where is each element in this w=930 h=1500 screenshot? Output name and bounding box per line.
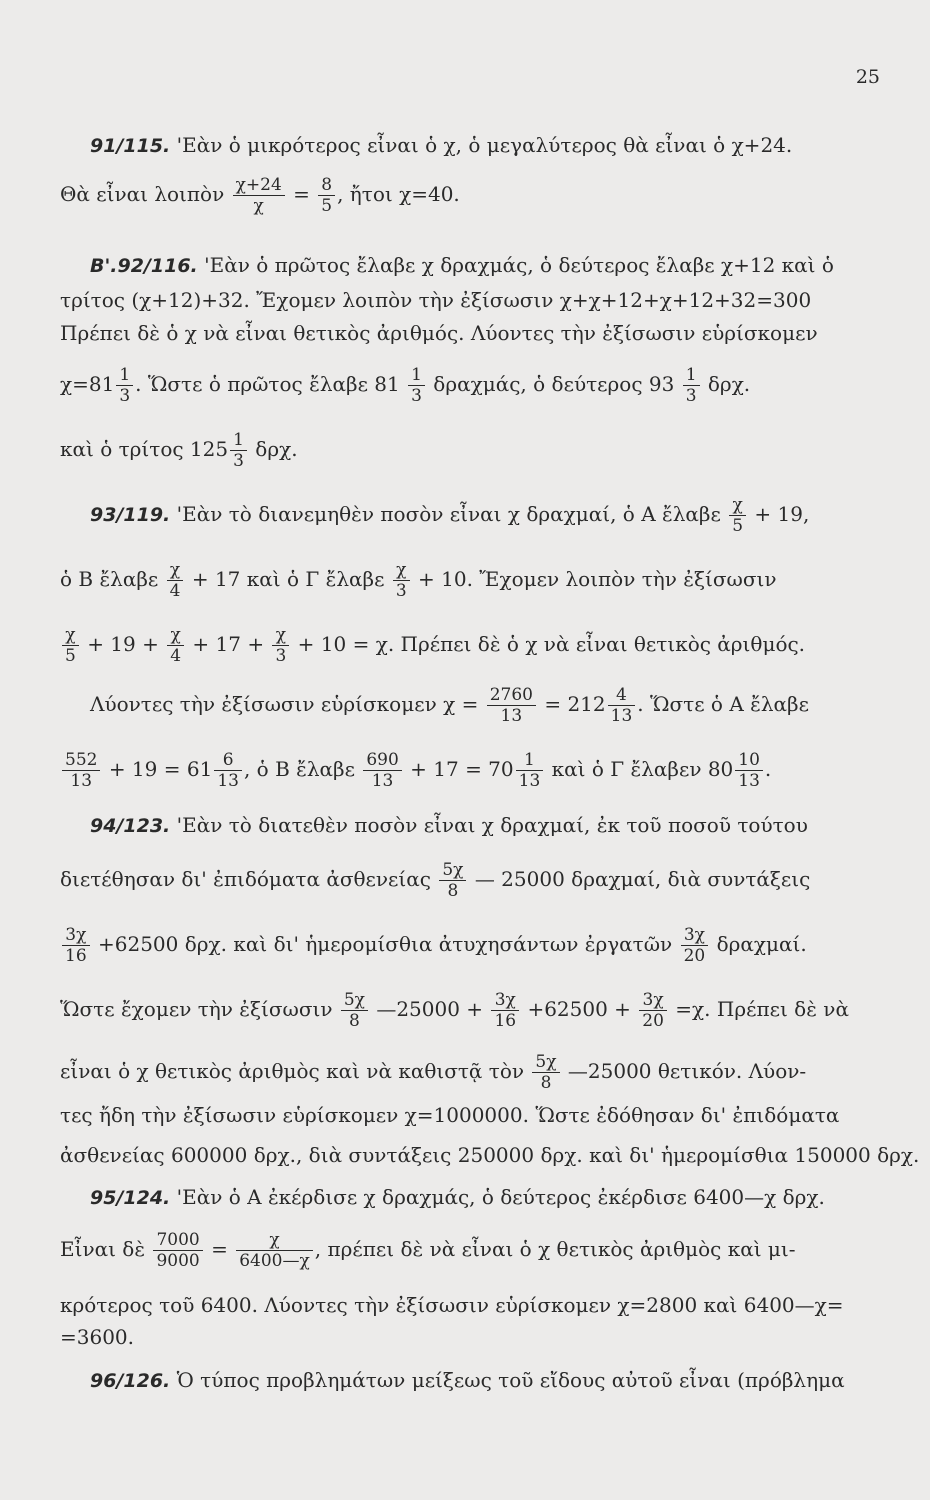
fraction: $\frac{5\chi}{8}$ <box>532 1052 559 1093</box>
problem-93-line-3: $\frac{\chi}{5}$ + 19 + $\frac{\chi}{4}$ + 17 + $\frac{\chi}{3}$ + 10 = χ. Πρέπει δὲ ὁ χ νὰ εἶναι θετικὸς ἀριθμός. <box>60 625 915 666</box>
problem-93-line-1: 93/119. 'Εὰν τὸ διανεμηθὲν ποσὸν εἶναι χ δραχμαί, ὁ Α ἔλαβε $\frac{\chi}{5}$ + 19, <box>90 495 810 536</box>
page-number: 25 <box>855 66 880 88</box>
fraction: $\frac{3\chi}{20}$ <box>681 925 709 966</box>
problem-number: Β'.92/116. <box>90 255 198 277</box>
problem-94-line-6: τες ἤδη τὴν ἐξίσωσιν εὑρίσκομεν χ=1000000. Ὥστε ἐδόθησαν δι' ἐπιδόματα <box>60 1103 840 1127</box>
problem-number: 93/119. <box>90 504 171 526</box>
problem-94-line-7: ἀσθενείας 600000 δρχ., διὰ συντάξεις 250000 δρχ. καὶ δι' ἡμερομίσθια 150000 δρχ. <box>60 1143 920 1167</box>
fraction: $\frac{3\chi}{20}$ <box>639 990 667 1031</box>
problem-92-line-5: καὶ ὁ τρίτος 125 $\frac{1}{3}$ δρχ. <box>60 430 298 471</box>
problem-96-line-1: 96/126. Ὁ τύπος προβλημάτων μείξεως τοῦ εἴδους αὐτοῦ εἶναι (πρόβλημα <box>90 1368 845 1392</box>
problem-91-line-1: 91/115. 'Εὰν ὁ μικρότερος εἶναι ὁ χ, ὁ μεγαλύτερος θὰ εἶναι ὁ χ+24. <box>90 133 793 157</box>
problem-92-line-4: χ=81 $\frac{1}{3}$ . Ὥστε ὁ πρῶτος ἔλαβε 81 $\frac{1}{3}$ δραχμάς, ὁ δεύτερος 93 $\frac{1}{3}$ δρχ. <box>60 365 751 406</box>
problem-95-line-1: 95/124. 'Εὰν ὁ Α ἐκέρδισε χ δραχμάς, ὁ δεύτερος ἐκέρδισε 6400—χ δρχ. <box>90 1185 825 1209</box>
fraction: $\frac{\chi}{5}$ <box>62 625 79 666</box>
fraction: $\frac{1}{3}$ <box>408 365 425 406</box>
problem-94-line-5: εἶναι ὁ χ θετικὸς ἀριθμὸς καὶ νὰ καθιστᾷ τὸν $\frac{5\chi}{8}$ —25000 θετικόν. Λύον- <box>60 1052 807 1093</box>
problem-93-line-5: $\frac{552}{13}$ + 19 = 61 $\frac{6}{13}$ , ὁ Β ἔλαβε $\frac{690}{13}$ + 17 = 70 $\frac{1}{13}$ καὶ ὁ Γ ἔλαβεν 80 $\frac{10}{13}$ . <box>60 750 915 791</box>
fraction: $\frac{1}{3}$ <box>116 365 133 406</box>
fraction: $\frac{10}{13}$ <box>735 750 763 791</box>
problem-number: 96/126. <box>90 1370 171 1392</box>
fraction: $\frac{\chi}{3}$ <box>393 560 410 601</box>
problem-94-line-2: διετέθησαν δι' ἐπιδόματα ἀσθενείας $\frac{5\chi}{8}$ — 25000 δραχμαί, διὰ συντάξεις <box>60 860 811 901</box>
fraction: $\frac{1}{3}$ <box>230 430 247 471</box>
fraction: $\frac{\chi}{5}$ <box>729 495 746 536</box>
fraction: $\frac{8}{5}$ <box>318 175 335 216</box>
problem-93-line-2: ὁ Β ἔλαβε $\frac{\chi}{4}$ + 17 καὶ ὁ Γ ἔλαβε $\frac{\chi}{3}$ + 10. Ἔχομεν λοιπὸν τὴν ἐξίσωσιν <box>60 560 777 601</box>
fraction: $\frac{3\chi}{16}$ <box>491 990 519 1031</box>
fraction: $\frac{\chi}{6400—\chi}$ <box>236 1230 313 1271</box>
problem-number: 91/115. <box>90 135 171 157</box>
problem-94-line-4: Ὥστε ἔχομεν τὴν ἐξίσωσιν $\frac{5\chi}{8}$ —25000 + $\frac{3\chi}{16}$ +62500 + $\frac{3\chi}{20}$ =χ. Πρέπει δὲ νὰ <box>60 990 849 1031</box>
problem-92-line-3: Πρέπει δὲ ὁ χ νὰ εἶναι θετικὸς ἀριθμός. Λύοντες τὴν ἐξίσωσιν εὑρίσκομεν <box>60 321 818 345</box>
problem-92-line-1: Β'.92/116. 'Εὰν ὁ πρῶτος ἔλαβε χ δραχμάς, ὁ δεύτερος ἔλαβε χ+12 καὶ ὁ <box>90 253 834 277</box>
fraction: $\frac{4}{13}$ <box>608 685 636 726</box>
fraction: $\frac{3\chi}{16}$ <box>62 925 90 966</box>
problem-91-line-2: Θὰ εἶναι λοιπὸν $\frac{\chi+24}{\chi}$ = $\frac{8}{5}$ , ἤτοι χ=40. <box>60 175 460 216</box>
problem-94-line-3: $\frac{3\chi}{16}$ +62500 δρχ. καὶ δι' ἡμερομίσθια ἀτυχησάντων ἐργατῶν $\frac{3\chi}{20}$ δραχμαί. <box>60 925 915 966</box>
problem-number: 95/124. <box>90 1187 171 1209</box>
problem-95-line-3: κρότερος τοῦ 6400. Λύοντες τὴν ἐξίσωσιν εὑρίσκομεν χ=2800 καὶ 6400—χ= <box>60 1293 844 1317</box>
fraction: $\frac{1}{3}$ <box>683 365 700 406</box>
problem-94-line-1: 94/123. 'Εὰν τὸ διατεθὲν ποσὸν εἶναι χ δραχμαί, ἐκ τοῦ ποσοῦ τούτου <box>90 813 808 837</box>
fraction: $\frac{\chi+24}{\chi}$ <box>233 175 285 216</box>
problem-95-line-4: =3600. <box>60 1325 135 1349</box>
fraction: $\frac{552}{13}$ <box>62 750 100 791</box>
fraction: $\frac{1}{13}$ <box>516 750 544 791</box>
fraction: $\frac{5\chi}{8}$ <box>439 860 466 901</box>
fraction: $\frac{\chi}{4}$ <box>167 560 184 601</box>
fraction: $\frac{690}{13}$ <box>363 750 401 791</box>
fraction: $\frac{2760}{13}$ <box>487 685 536 726</box>
fraction: $\frac{7000}{9000}$ <box>153 1230 202 1271</box>
fraction: $\frac{5\chi}{8}$ <box>341 990 368 1031</box>
problem-95-line-2: Εἶναι δὲ $\frac{7000}{9000}$ = $\frac{\chi}{6400—\chi}$ , πρέπει δὲ νὰ εἶναι ὁ χ θετικὸς ἀριθμὸς καὶ μι- <box>60 1230 796 1271</box>
problem-92-line-2: τρίτος (χ+12)+32. Ἔχομεν λοιπὸν τὴν ἐξίσωσιν χ+χ+12+χ+12+32=300 <box>60 288 812 312</box>
fraction: $\frac{6}{13}$ <box>214 750 242 791</box>
problem-number: 94/123. <box>90 815 171 837</box>
fraction: $\frac{\chi}{3}$ <box>272 625 289 666</box>
problem-93-line-4: Λύοντες τὴν ἐξίσωσιν εὑρίσκομεν χ = $\frac{2760}{13}$ = 212 $\frac{4}{13}$ . Ὥστε ὁ Α ἔλαβε <box>90 685 809 726</box>
fraction: $\frac{\chi}{4}$ <box>167 625 184 666</box>
